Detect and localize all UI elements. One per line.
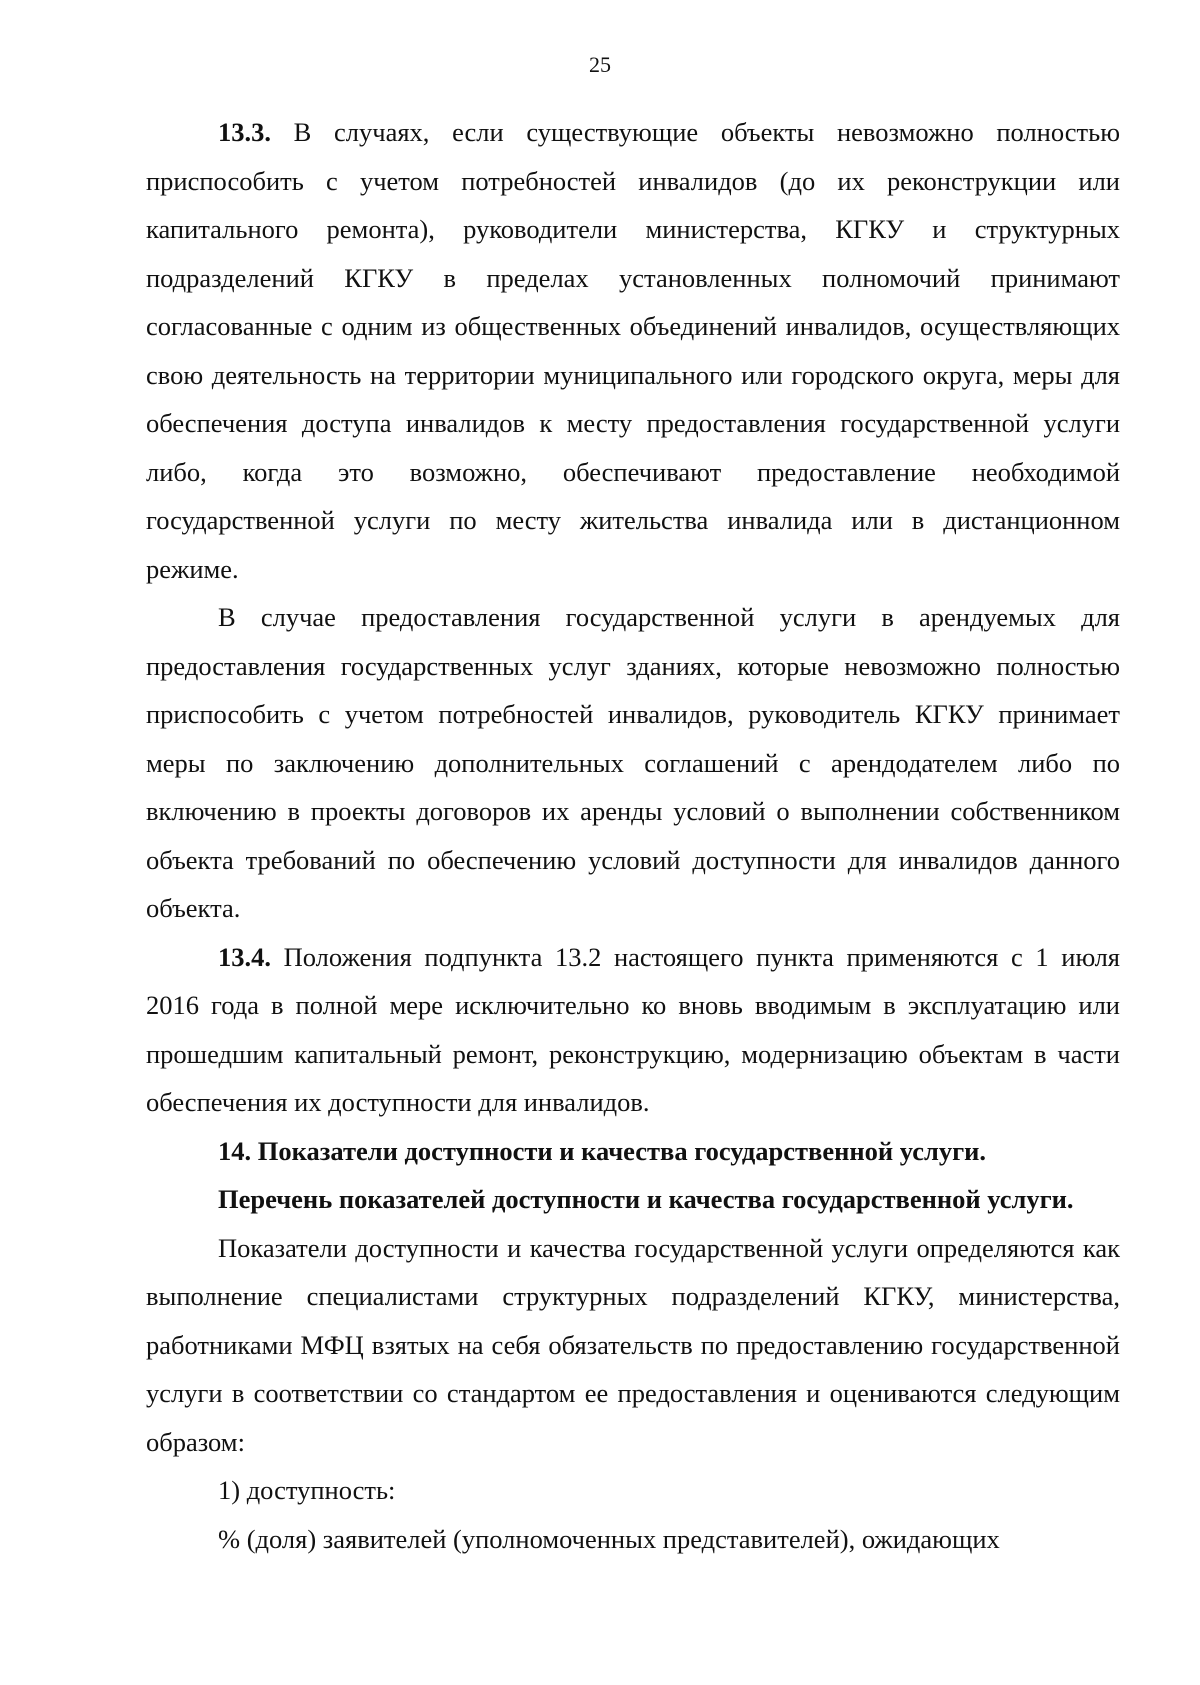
paragraph-text: Положения подпункта 13.2 настоящего пункта применяются с 1 июля 2016 года в полной мере исключительно ко вновь вводимым в эксплуатацию или прошедшим капитальный ремонт, реконструкцию, модернизацию объектам в части обеспечения их доступности для инвалидов. xyxy=(146,941,1120,1117)
clause-number: 13.3. xyxy=(218,117,271,147)
paragraph-applicants-share: % (доля) заявителей (уполномоченных представителей), ожидающих xyxy=(218,1523,1000,1554)
paragraph-text: В случаях, если существующие объекты невозможно полностью приспособить с учетом потребностей инвалидов (до их реконструкции или капитального ремонта), руководители министерства, КГКУ и структурных подразделений КГКУ в пределах установленных полномочий принимают согласованные с одним из общественных объединений инвалидов, осуществляющих свою деятельность на территории муниципального или городского округа, меры для обеспечения доступа инвалидов к месту предоставления государственной услуги либо, когда это возможно, обеспечивают предоставление необходимой государственной услуги по месту жительства инвалида или в дистанционном режиме. xyxy=(146,117,1120,584)
page-number: 25 xyxy=(589,52,611,77)
subsection-heading-indicators: Перечень показателей доступности и качества государственной услуги. xyxy=(218,1184,1074,1214)
paragraph-lease-case: В случае предоставления государственной услуги в арендуемых для предоставления государственных услуг зданиях, которые невозможно полностью приспособить с учетом потребностей инвалидов, руководитель КГКУ принимает меры по заключению дополнительных соглашений с арендодателем либо по включению в проекты договоров их аренды условий о выполнении собственником объекта требований по обеспечению условий доступности для инвалидов данного объекта. xyxy=(146,602,1120,923)
paragraph-indicators-definition: Показатели доступности и качества государственной услуги определяются как выполнение специалистами структурных подразделений КГКУ, министерства, работниками МФЦ взятых на себя обязательств по предоставлению государственной услуги в соответствии со стандартом ее предоставления и оцениваются следующим образом: xyxy=(146,1232,1120,1457)
section-heading-14: 14. Показатели доступности и качества государственной услуги. xyxy=(218,1135,987,1166)
paragraph-13-4 xyxy=(146,933,1120,1127)
list-item-accessibility: 1) доступность: xyxy=(218,1475,396,1505)
paragraph-13-3 xyxy=(146,108,1120,593)
clause-number: 13.4. xyxy=(218,941,271,972)
document-body xyxy=(146,108,1120,1563)
